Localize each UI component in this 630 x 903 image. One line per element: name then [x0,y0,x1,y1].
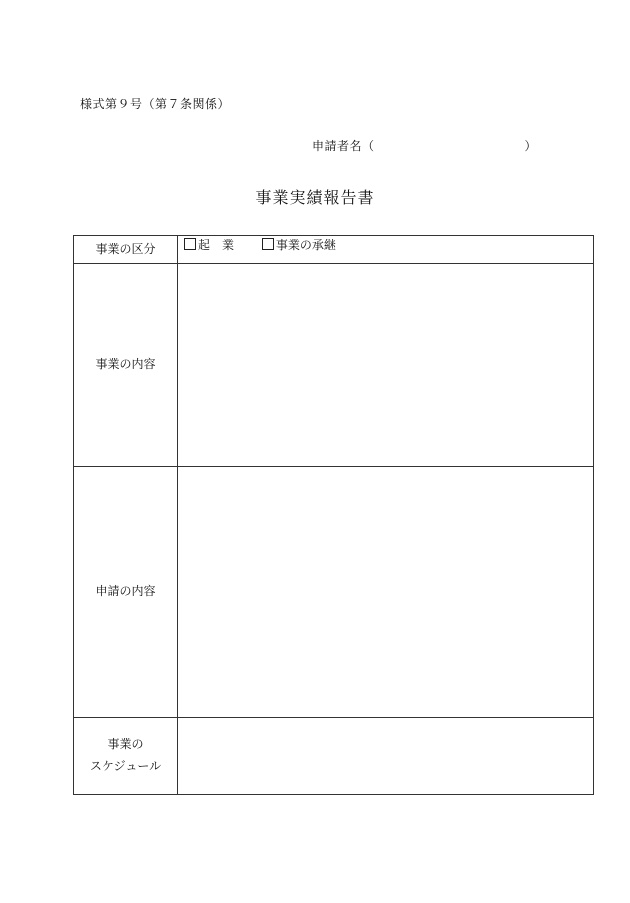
category-row [74,236,594,264]
option-succession-label: 事業の承継 [275,238,336,252]
category-label: 事業の区分 [74,236,178,264]
content-row [74,264,594,467]
report-table [73,235,594,795]
application-field[interactable] [178,467,594,718]
schedule-label-line1: 事業の [107,737,144,752]
schedule-label [74,718,178,795]
form-number: 様式第９号（第７条関係） [80,97,231,111]
application-row [74,467,594,718]
content-label: 事業の内容 [74,264,178,467]
document-title: 事業実績報告書 [255,188,375,207]
option-succession[interactable] [262,236,336,253]
schedule-field[interactable] [178,718,594,795]
option-startup-label: 起 業 [198,238,235,252]
startup-checkbox[interactable] [184,238,196,250]
schedule-label-line2: スケジュール [89,759,162,773]
schedule-row [74,718,594,795]
succession-checkbox[interactable] [262,238,274,250]
content-field[interactable] [178,264,594,467]
applicant-name-close: ） [524,139,538,153]
applicant-name-line [312,137,537,154]
applicant-name-label: 申請者名（ [312,139,375,153]
option-startup[interactable] [184,236,234,253]
application-label: 申請の内容 [74,467,178,718]
category-options [178,236,594,264]
